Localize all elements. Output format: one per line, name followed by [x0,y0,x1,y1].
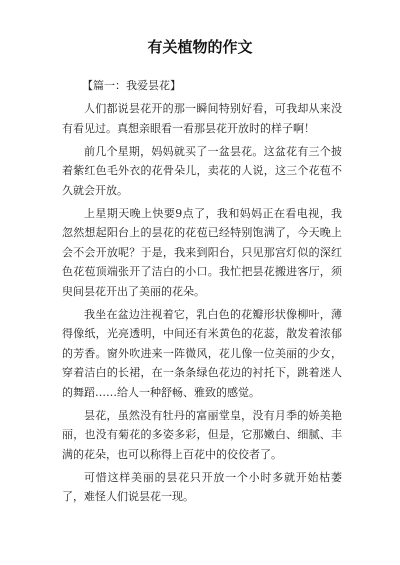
document-title: 有关植物的作文 [147,38,253,56]
section-heading: 【篇一：我爱昙花】 [82,79,181,92]
paragraph: 可惜这样美丽的昙花只开放一个小时多就开始枯萎了，难怪人们说昙花一现。 [62,470,342,503]
article-body [62,99,342,510]
paragraph: 前几个星期，妈妈就买了一盆昙花。这盆花有三个披着紫红色毛外衣的花骨朵儿，卖花的人说，这三个花苞不久就会开放。 [62,144,342,197]
paragraph: 昙花，虽然没有牡丹的富丽堂皇，没有月季的娇美艳丽，也没有菊花的多姿多彩，但是，它那嫩白、细腻、丰满的花朵，也可以称得上百花中的佼佼者了。 [62,408,342,461]
paragraph: 上星期天晚上快要9点了，我和妈妈正在看电视，我忽然想起阳台上的昙花的花苞已经特别饱满了，今天晚上会不会开放呢？于是，我来到阳台，只见那宫灯似的深红色花苞顶端张开了洁白的小口。我忙把昙花搬进客厅，须臾间昙花开出了美丽的花朵。 [62,206,342,298]
paragraph: 人们都说昙花开的那一瞬间特别好看，可我却从来没有看见过。真想亲眼看一看那昙花开放时的样子啊！ [62,102,342,135]
paragraph: 我坐在盆边注视着它，乳白色的花瓣形状像柳叶，薄得像纸，光亮透明，中间还有米黄色的花蕊，散发着浓郁的芳香。窗外吹进来一阵微风，花儿像一位美丽的少女，穿着洁白的长裙，在一条条绿色花边的衬托下，跳着迷人的舞蹈……给人一种舒畅、雅致的感觉。 [62,307,342,399]
